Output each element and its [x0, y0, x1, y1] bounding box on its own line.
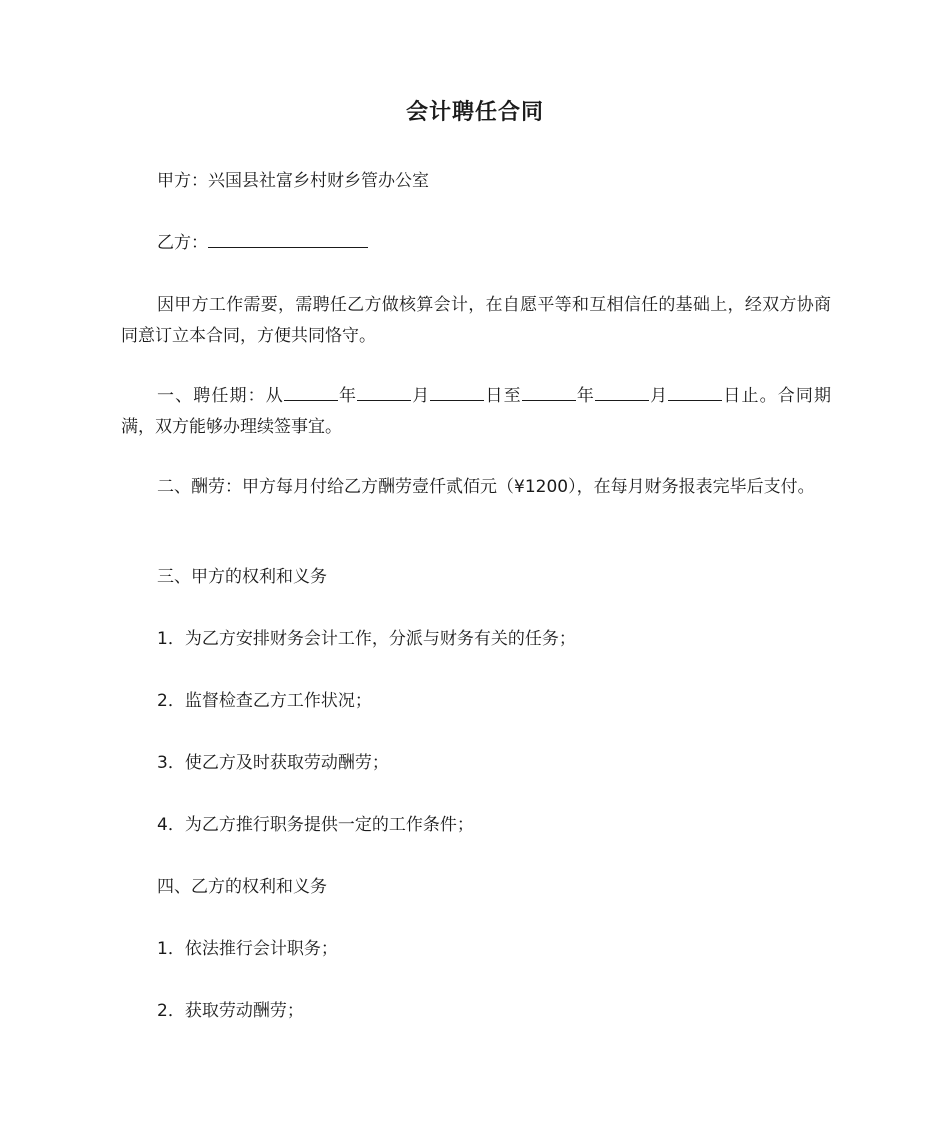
list-item: 3．使乙方及时获取劳动酬劳；: [157, 753, 389, 773]
list-item: 2．监督检查乙方工作状况；: [157, 691, 372, 711]
list-item: 2．获取劳动酬劳；: [157, 1001, 304, 1021]
party-a-label: 甲方：: [157, 171, 208, 191]
end-day-blank: [668, 382, 722, 401]
list-item: 1．依法推行会计职务；: [157, 939, 338, 959]
term-paragraph: [121, 381, 831, 443]
term-day1: 日至: [484, 386, 522, 406]
end-year-blank: [522, 382, 576, 401]
intro-paragraph: 因甲方工作需要，需聘任乙方做核算会计，在自愿平等和互相信任的基础上，经双方协商同意订立本合同，方便共同恪守。: [121, 295, 831, 346]
term-year1: 年: [337, 386, 358, 406]
start-day-blank: [430, 382, 484, 401]
section3-heading: 三、甲方的权利和义务: [157, 567, 327, 587]
end-month-blank: [595, 382, 649, 401]
party-a-line: [121, 166, 831, 197]
party-b-blank: [208, 229, 368, 248]
page-title: 会计聘任合同: [405, 100, 544, 125]
term-year2: 年: [575, 386, 595, 406]
section4-heading: 四、乙方的权利和义务: [157, 877, 327, 897]
party-b-line: [121, 228, 831, 259]
term-month2: 月: [649, 386, 669, 406]
term-day2: 日止。合同期满，双方能够办理续签事宜。: [121, 386, 831, 437]
start-year-blank: [284, 382, 338, 401]
pay-paragraph: 二、酬劳：甲方每月付给乙方酬劳壹仟贰佰元（¥1200），在每月财务报表完毕后支付。: [157, 477, 815, 497]
start-month-blank: [357, 382, 411, 401]
list-item: 1．为乙方安排财务会计工作，分派与财务有关的任务；: [157, 629, 576, 649]
party-b-label: 乙方：: [157, 233, 208, 253]
term-month1: 月: [411, 386, 431, 406]
list-item: 4．为乙方推行职务提供一定的工作条件；: [157, 815, 474, 835]
term-prefix: 一、聘任期：从: [157, 386, 284, 406]
party-a-name: 兴国县社富乡村财乡管办公室: [208, 171, 429, 191]
